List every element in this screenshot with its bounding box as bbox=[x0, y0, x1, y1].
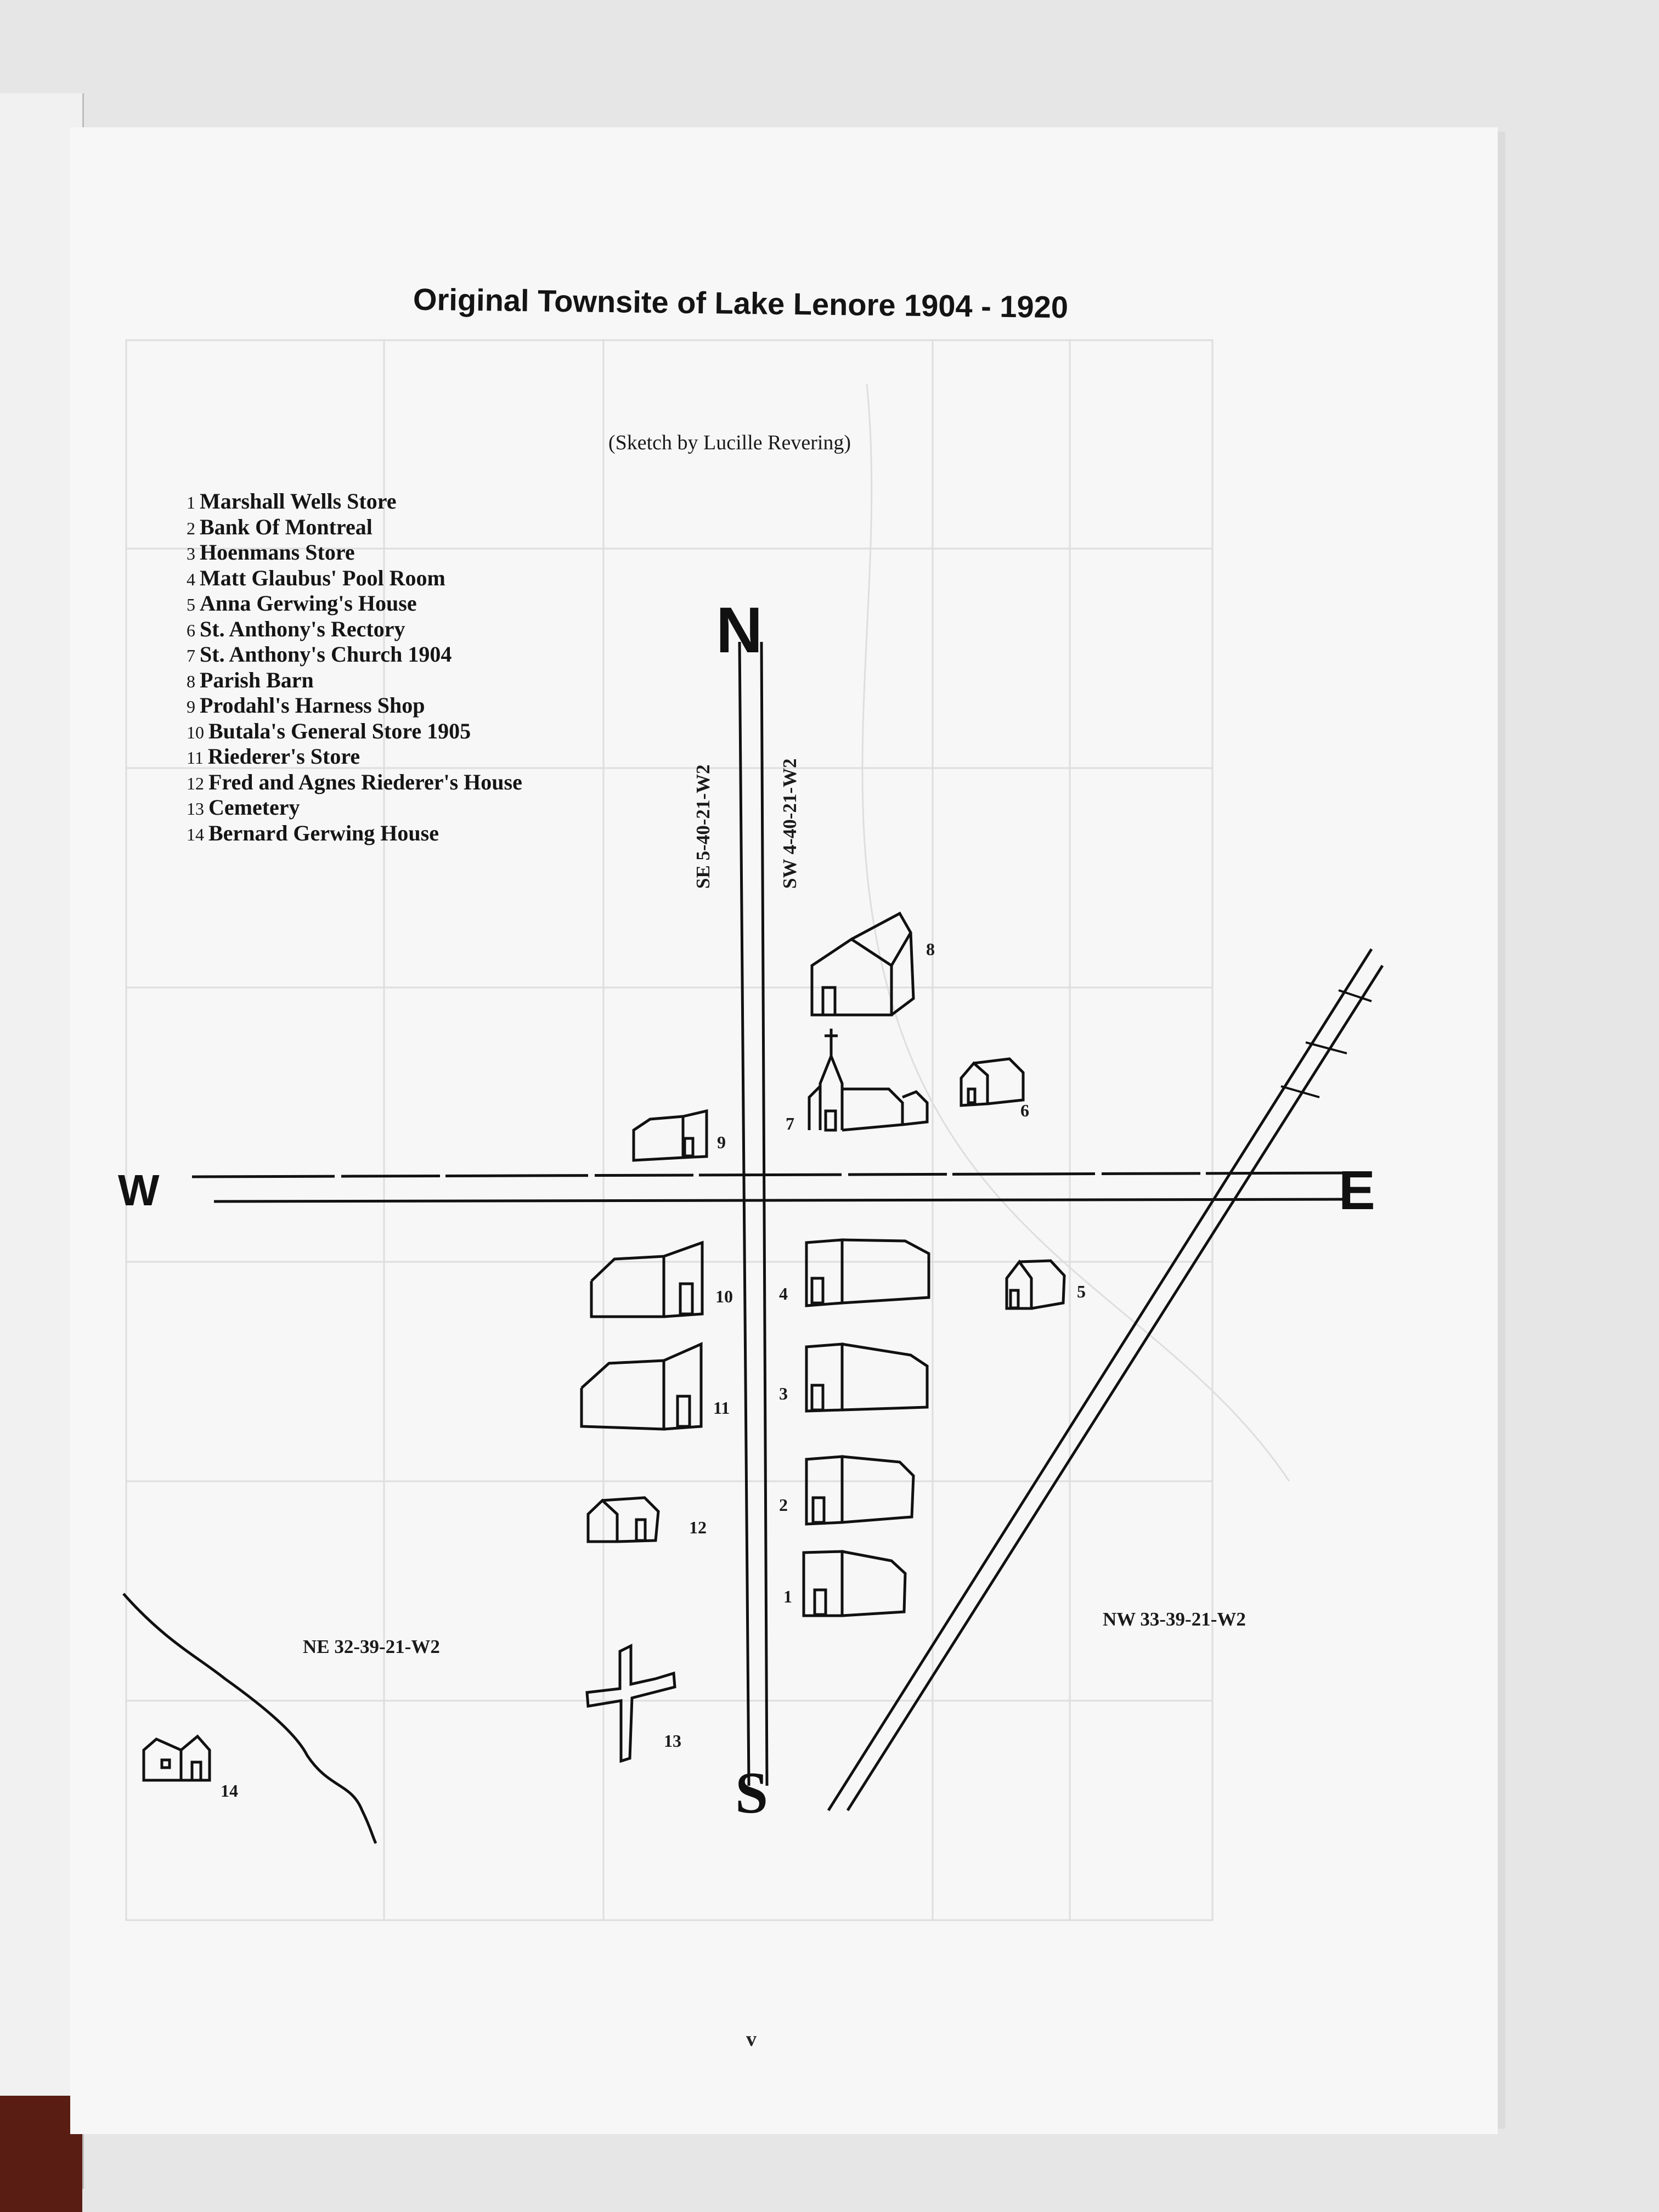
legend-item: 9 Prodahl's Harness Shop bbox=[187, 693, 425, 718]
building-number-4: 4 bbox=[779, 1284, 788, 1304]
legend-item: 8 Parish Barn bbox=[187, 667, 314, 692]
legend-item: 7 St. Anthony's Church 1904 bbox=[187, 642, 452, 667]
building-number-5: 5 bbox=[1077, 1282, 1086, 1301]
building-12 bbox=[588, 1498, 658, 1542]
legend-item: 12 Fred and Agnes Riederer's House bbox=[187, 769, 522, 794]
legend-item: 6 St. Anthony's Rectory bbox=[187, 616, 405, 641]
building-number-11: 11 bbox=[713, 1398, 730, 1418]
map-subtitle: (Sketch by Lucille Revering) bbox=[608, 431, 851, 454]
building-number-14: 14 bbox=[221, 1781, 238, 1801]
building-number-8: 8 bbox=[926, 939, 935, 959]
building-11 bbox=[582, 1344, 701, 1429]
legend bbox=[187, 489, 603, 847]
legend-item: 3 Hoenmans Store bbox=[187, 540, 355, 565]
page-number: v bbox=[746, 2028, 757, 2051]
building-3 bbox=[806, 1344, 927, 1411]
building-number-13: 13 bbox=[664, 1731, 681, 1751]
building-14 bbox=[144, 1736, 210, 1780]
legend-item: 4 Matt Glaubus' Pool Room bbox=[187, 565, 445, 590]
building-9 bbox=[634, 1111, 707, 1160]
building-number-1: 1 bbox=[783, 1587, 792, 1606]
compass-west: W bbox=[118, 1166, 160, 1215]
legend-item: 14 Bernard Gerwing House bbox=[187, 820, 439, 845]
building-6 bbox=[961, 1059, 1023, 1105]
compass-north: N bbox=[716, 594, 763, 667]
legend-item: 2 Bank Of Montreal bbox=[187, 514, 373, 539]
cemetery-cross bbox=[587, 1646, 675, 1761]
legend-item: 13 Cemetery bbox=[187, 795, 300, 820]
building-2 bbox=[806, 1457, 913, 1524]
legend-item: 10 Butala's General Store 1905 bbox=[187, 718, 471, 743]
building-1 bbox=[804, 1551, 905, 1616]
building-4 bbox=[806, 1240, 929, 1306]
building-number-12: 12 bbox=[689, 1517, 707, 1537]
building-8 bbox=[812, 913, 913, 1015]
building-number-9: 9 bbox=[717, 1132, 726, 1152]
building-number-7: 7 bbox=[786, 1114, 794, 1133]
quarter-section-nw: NW 33-39-21-W2 bbox=[1103, 1609, 1246, 1630]
compass-east: E bbox=[1339, 1160, 1375, 1221]
legend-item: 11 Riederer's Store bbox=[187, 744, 360, 769]
building-10 bbox=[591, 1243, 702, 1317]
compass-south: S bbox=[735, 1760, 769, 1826]
quarter-section-se: SE 5-40-21-W2 bbox=[692, 764, 714, 889]
building-number-3: 3 bbox=[779, 1384, 788, 1403]
quarter-section-sw: SW 4-40-21-W2 bbox=[779, 758, 800, 889]
building-number-6: 6 bbox=[1020, 1101, 1029, 1120]
legend-item: 5 Anna Gerwing's House bbox=[187, 591, 417, 616]
building-number-2: 2 bbox=[779, 1495, 788, 1515]
building-number-10: 10 bbox=[715, 1286, 733, 1306]
building-5 bbox=[1007, 1261, 1064, 1308]
legend-item: 1 Marshall Wells Store bbox=[187, 489, 397, 514]
map-title: Original Townsite of Lake Lenore 1904 - 1920 bbox=[413, 281, 1069, 325]
quarter-section-ne: NE 32-39-21-W2 bbox=[303, 1636, 440, 1657]
building-7 bbox=[809, 1029, 927, 1130]
